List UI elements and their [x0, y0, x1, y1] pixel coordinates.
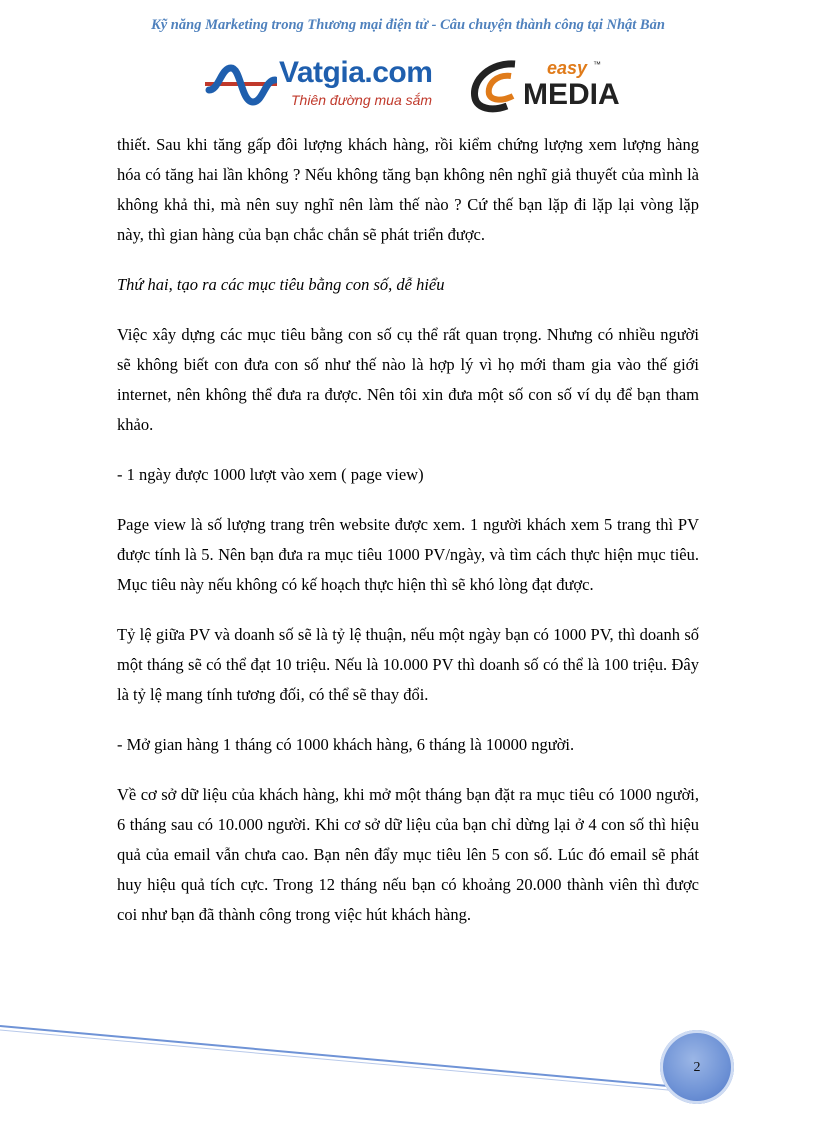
- page-number: 2: [693, 1060, 701, 1075]
- easymedia-swirl-icon: [467, 58, 527, 114]
- vatgia-wave-icon: [205, 60, 277, 110]
- paragraph: Tỷ lệ giữa PV và doanh số sẽ là tỷ lệ thuận, nếu một ngày bạn có 1000 PV, thì doanh số một tháng sẽ có thể đạt 10 triệu. Nếu là 10.000 PV thì doanh số có thể là 100 triệu. Đây là tỷ lệ mang tính tương đối, có thể sẽ thay đổi.: [117, 625, 699, 704]
- running-header: Kỹ năng Marketing trong Thương mại điện tử - Câu chuyện thành công tại Nhật Bản: [151, 17, 665, 33]
- logo-banner: [205, 56, 635, 116]
- paragraph: Page view là số lượng trang trên website được xem. 1 người khách xem 5 trang thì PV được tính là 5. Nên bạn đưa ra mục tiêu 1000 PV/ngày, và tìm cách thực hiện mục tiêu. Mục tiêu này nếu không có kế hoạch thực hiện thì sẽ khó lòng đạt được.: [117, 515, 699, 594]
- bullet-item: - Mở gian hàng 1 tháng có 1000 khách hàng, 6 tháng là 10000 người.: [117, 735, 575, 754]
- bullet-item: - 1 ngày được 1000 lượt vào xem ( page view): [117, 465, 424, 484]
- easymedia-easy-text: easy: [547, 58, 588, 78]
- vatgia-tagline: Thiên đường mua sắm: [291, 92, 433, 108]
- section-heading: Thứ hai, tạo ra các mục tiêu bằng con số, dễ hiểu: [117, 275, 445, 294]
- vatgia-wordmark: Vatgia.com: [279, 56, 433, 89]
- paragraph: Việc xây dựng các mục tiêu bằng con số cụ thể rất quan trọng. Nhưng có nhiều người sẽ không biết con đưa con số như thế nào là hợp lý vì họ mới tham gia vào thế giới internet, nên không thể đưa ra được. Nên tôi xin đưa một số con số ví dụ để bạn tham khảo.: [117, 325, 699, 434]
- easymedia-logo: [467, 56, 637, 116]
- paragraph: thiết. Sau khi tăng gấp đôi lượng khách hàng, rồi kiểm chứng lượng xem lượng hàng hóa có tăng hai lần không ? Nếu không tăng bạn không nên nghĩ giả thuyết của mình là không khả thi, mà nên suy nghĩ nên làm thế nào ? Cứ thế bạn lặp đi lặp lại vòng lặp này, thì gian hàng của bạn chắc chắn sẽ phát triển được.: [117, 135, 699, 244]
- paragraph: Về cơ sở dữ liệu của khách hàng, khi mở một tháng bạn đặt ra mục tiêu có 1000 người, 6 tháng sau có 10.000 người. Khi cơ sở dữ liệu của bạn chỉ dừng lại ở 4 con số thì hiệu quả của email vẫn chưa cao. Bạn nên đẩy mục tiêu lên 5 con số. Lúc đó email sẽ phát huy hiệu quả tích cực. Trong 12 tháng nếu bạn có khoảng 20.000 thành viên thì được coi như bạn đã thành công trong việc hút khách hàng.: [117, 785, 699, 924]
- document-body: [117, 130, 699, 950]
- easymedia-trademark: ™: [593, 60, 601, 69]
- easymedia-media-text: MEDIA: [523, 78, 620, 111]
- vatgia-logo: [205, 56, 455, 116]
